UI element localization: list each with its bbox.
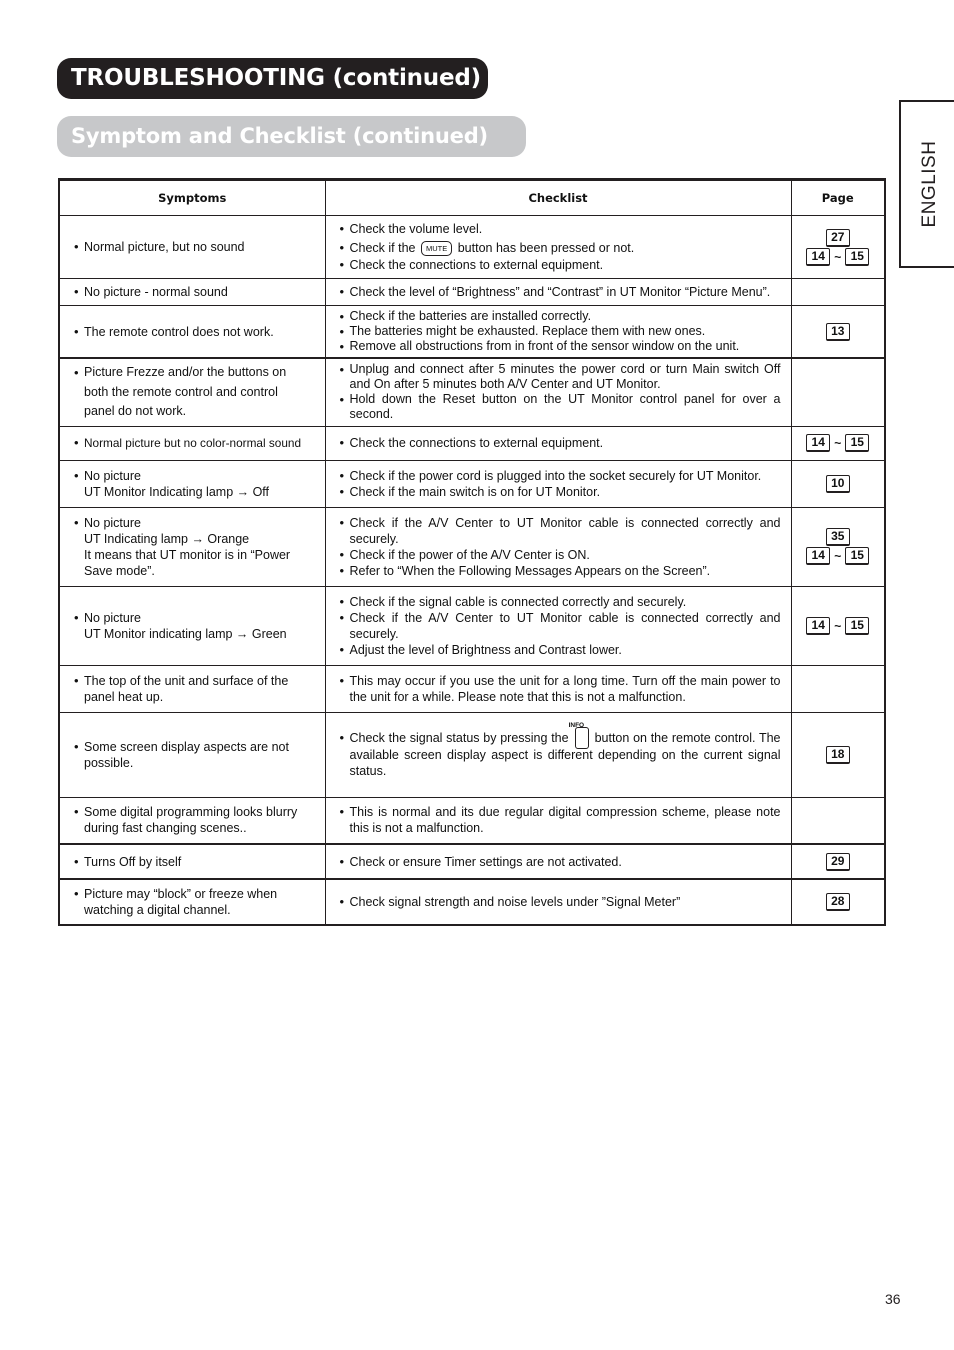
checklist-cell xyxy=(325,460,791,507)
check-item: • This may occur if you use the unit for a long time. Turn off the main power to the unit for a while. Please note that this is not a malfunction. xyxy=(340,673,781,705)
table-row xyxy=(59,460,885,507)
symptom-text: The top of the unit and surface of the panel heat up. xyxy=(84,673,289,704)
page-ref: 18 xyxy=(826,746,850,764)
checklist-cell xyxy=(325,879,791,925)
page-cell xyxy=(791,216,885,279)
page-ref: 14 xyxy=(806,248,830,266)
table-row xyxy=(59,306,885,359)
info-label: INFO xyxy=(568,721,585,729)
symptom-text: Picture may “block” or freeze when watching a digital channel. xyxy=(84,887,278,917)
page-ref: 14 xyxy=(806,434,830,452)
page-ref: 15 xyxy=(845,434,869,452)
page-cell xyxy=(791,665,885,712)
page-range-separator: ~ xyxy=(834,549,842,563)
section-title: TROUBLESHOOTING (continued) xyxy=(57,58,488,99)
section-subtitle: Symptom and Checklist (continued) xyxy=(57,116,526,157)
check-item: • Check the connections to external equipment. xyxy=(340,435,781,451)
column-header-checklist: Checklist xyxy=(325,180,791,216)
symptom-text: Some screen display aspects are not possible. xyxy=(84,739,289,770)
table-row xyxy=(59,665,885,712)
checklist-cell xyxy=(325,358,791,426)
check-item: • Check if the A/V Center to UT Monitor cable is connected correctly and securely. xyxy=(340,515,781,547)
check-item: • Check the volume level. xyxy=(340,221,781,237)
table-row xyxy=(59,844,885,879)
table-row xyxy=(59,279,885,306)
table-row xyxy=(59,358,885,426)
page-cell xyxy=(791,279,885,306)
page-ref: 35 xyxy=(826,528,850,546)
symptom-text: Normal picture, but no sound xyxy=(84,240,245,254)
page-ref: 13 xyxy=(826,323,850,341)
page-ref: 27 xyxy=(826,229,850,247)
symptom-text: No picture UT Monitor Indicating lamp → Off xyxy=(84,468,270,499)
checklist-cell xyxy=(325,279,791,306)
symptom-cell xyxy=(59,460,325,507)
check-item: • Check the connections to external equipment. xyxy=(340,257,781,273)
symptom-text: No picture UT Monitor indicating lamp → Green xyxy=(84,610,287,641)
checklist-cell xyxy=(325,586,791,665)
table-row xyxy=(59,507,885,586)
checklist-cell xyxy=(325,426,791,460)
symptom-cell xyxy=(59,879,325,925)
check-item: • The batteries might be exhausted. Replace them with new ones. xyxy=(340,324,781,339)
check-item: • Unplug and connect after 5 minutes the power cord or turn Main switch Off and On after 5 minutes both A/V Center and UT Monitor. xyxy=(340,362,781,392)
page-cell xyxy=(791,426,885,460)
column-header-symptoms: Symptoms xyxy=(59,180,325,216)
check-text: Check the signal status by pressing the xyxy=(349,731,569,746)
check-item: • This is normal and its due regular digital compression scheme, please note this is not a malfunction. xyxy=(340,804,781,836)
symptom-cell xyxy=(59,216,325,279)
page-ref: 15 xyxy=(845,547,869,565)
symptom-cell xyxy=(59,306,325,359)
page-ref: 28 xyxy=(826,893,850,911)
symptom-text: Turns Off by itself xyxy=(84,854,182,869)
page-cell xyxy=(791,797,885,844)
check-item: • Check if the power of the A/V Center is ON. xyxy=(340,547,781,563)
mute-button-icon: MUTE xyxy=(421,241,452,256)
symptom-text: Picture Frezze and/or the buttons on both the remote control and control panel do not work. xyxy=(84,365,287,418)
symptom-text: Some digital programming looks blurry during fast changing scenes.. xyxy=(84,805,298,836)
page-range-separator: ~ xyxy=(834,618,842,633)
symptom-cell xyxy=(59,665,325,712)
checklist-cell xyxy=(325,844,791,879)
page-ref: 29 xyxy=(826,853,850,871)
symptom-cell xyxy=(59,426,325,460)
symptom-cell xyxy=(59,586,325,665)
page-cell xyxy=(791,712,885,797)
language-label: ENGLISH xyxy=(919,140,940,228)
check-item: • Hold down the Reset button on the UT Monitor control panel for over a second. xyxy=(340,392,781,422)
check-text: button on the remote control. The available screen display aspect is different depending on the current signal status. xyxy=(349,731,781,778)
page-ref: 14 xyxy=(806,547,830,565)
checklist-cell xyxy=(325,797,791,844)
symptom-cell xyxy=(59,797,325,844)
symptom-cell xyxy=(59,279,325,306)
page-cell xyxy=(791,460,885,507)
table-row xyxy=(59,586,885,665)
table-header-row xyxy=(59,180,885,216)
check-item xyxy=(340,721,781,779)
check-item: • Check if the signal cable is connected correctly and securely. xyxy=(340,594,781,610)
checklist-cell xyxy=(325,216,791,279)
check-item: • Adjust the level of Brightness and Contrast lower. xyxy=(340,642,781,658)
page-ref: 10 xyxy=(826,475,850,493)
check-item: • Check if the main switch is on for UT Monitor. xyxy=(340,484,781,500)
symptom-cell xyxy=(59,712,325,797)
page-cell xyxy=(791,879,885,925)
page-cell xyxy=(791,586,885,665)
symptom-text: No picture UT Indicating lamp → Orange It means that UT monitor is in “Power Save mode”. xyxy=(84,515,291,578)
check-item: • Check if the power cord is plugged into the socket securely for UT Monitor. xyxy=(340,468,781,484)
table-row xyxy=(59,216,885,279)
page-ref: 15 xyxy=(845,248,869,266)
check-item xyxy=(340,240,781,256)
check-item: • Check or ensure Timer settings are not activated. xyxy=(340,854,781,870)
checklist-cell xyxy=(325,306,791,359)
check-text: button has been pressed or not. xyxy=(457,240,635,255)
symptom-cell xyxy=(59,358,325,426)
check-item: • Check if the batteries are installed correctly. xyxy=(340,309,781,324)
symptom-text: Normal picture but no color-normal sound xyxy=(84,436,302,450)
check-item: • Remove all obstructions from in front of the sensor window on the unit. xyxy=(340,339,781,354)
table-row xyxy=(59,879,885,925)
table-row xyxy=(59,426,885,460)
check-text: Check if the xyxy=(349,240,416,255)
info-button-icon xyxy=(568,721,591,747)
checklist-cell xyxy=(325,665,791,712)
table-row xyxy=(59,797,885,844)
page-number: 36 xyxy=(885,1291,901,1307)
page-cell xyxy=(791,507,885,586)
page-cell xyxy=(791,306,885,359)
table-row xyxy=(59,712,885,797)
page-ref: 15 xyxy=(845,617,869,635)
checklist-cell xyxy=(325,712,791,797)
check-item: • Check the level of “Brightness” and “Contrast” in UT Monitor “Picture Menu”. xyxy=(340,284,781,300)
symptom-text: No picture - normal sound xyxy=(84,285,228,299)
symptom-cell xyxy=(59,844,325,879)
symptom-text: The remote control does not work. xyxy=(84,324,274,339)
language-tab xyxy=(899,100,954,268)
check-item: • Check signal strength and noise levels under ”Signal Meter” xyxy=(340,894,781,910)
column-header-page: Page xyxy=(791,180,885,216)
page-range-separator: ~ xyxy=(834,436,842,450)
page-ref: 14 xyxy=(806,617,830,635)
symptom-checklist-table xyxy=(58,178,886,926)
page-cell xyxy=(791,844,885,879)
page-cell xyxy=(791,358,885,426)
check-item: • Check if the A/V Center to UT Monitor cable is connected correctly and securely. xyxy=(340,610,781,642)
check-item: • Refer to “When the Following Messages Appears on the Screen”. xyxy=(340,563,781,579)
checklist-cell xyxy=(325,507,791,586)
symptom-cell xyxy=(59,507,325,586)
page-range-separator: ~ xyxy=(834,249,842,264)
